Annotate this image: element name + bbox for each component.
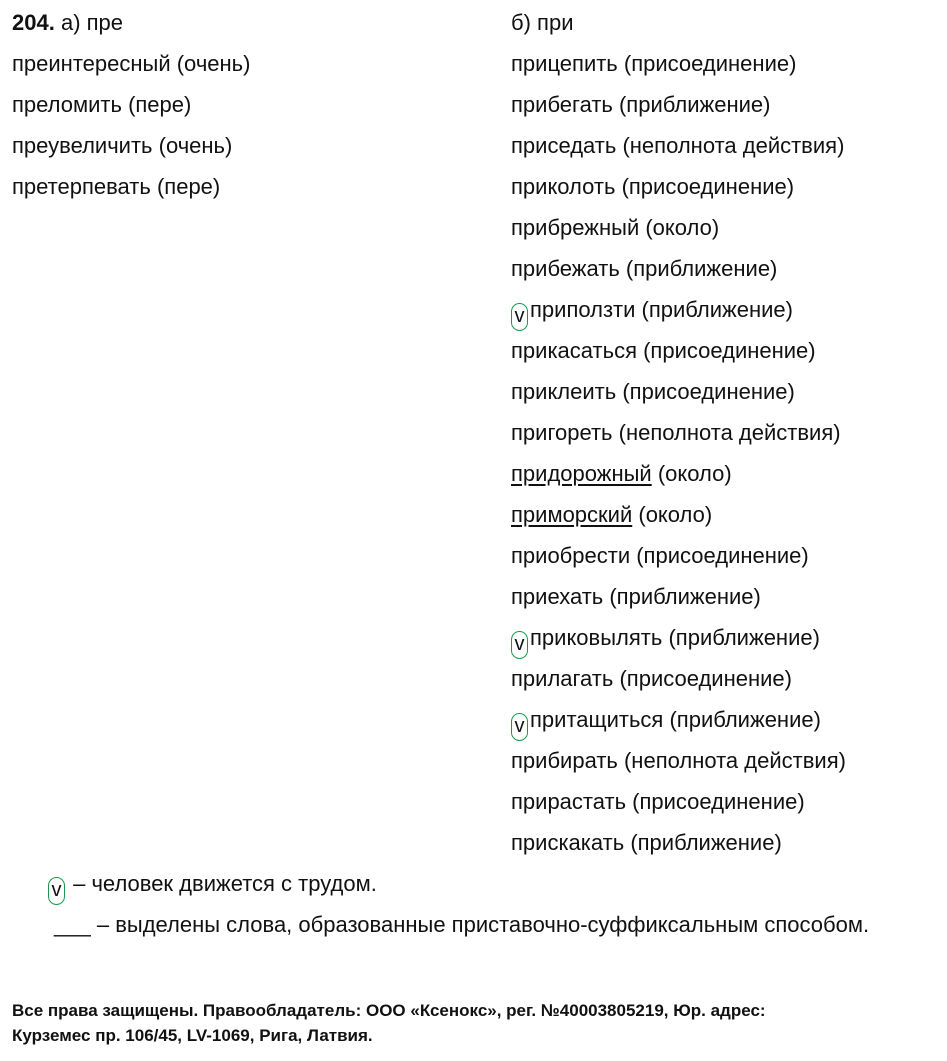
list-item <box>511 656 941 697</box>
list-item <box>511 246 941 287</box>
word-meaning: (очень) <box>158 133 233 158</box>
word: претерпевать <box>12 174 151 199</box>
check-mark-icon: v <box>48 877 65 905</box>
legend-underline <box>54 902 869 943</box>
list-item <box>511 328 941 369</box>
word-meaning: (присоединение) <box>621 174 795 199</box>
list-item <box>511 779 941 820</box>
word: приколоть <box>511 174 616 199</box>
footer-line-1: Все права защищены. Правообладатель: ООО «Ксенокс», рег. №40003805219, Юр. адрес: <box>12 1001 766 1020</box>
word: приседать <box>511 133 617 158</box>
column-a <box>12 0 482 205</box>
word: приползти <box>530 297 636 322</box>
exercise-number: 204. <box>12 10 55 35</box>
word-meaning: (приближение) <box>609 584 761 609</box>
word-meaning: (неполнота действия) <box>622 133 845 158</box>
word-meaning: (неполнота действия) <box>618 420 841 445</box>
column-b-list <box>511 41 941 861</box>
word: преломить <box>12 92 122 117</box>
part-a-title: а) пре <box>60 10 124 35</box>
word-meaning: (около) <box>657 461 732 486</box>
check-mark-icon: v <box>511 713 528 741</box>
word-meaning: (около) <box>638 502 713 527</box>
word-meaning: (присоединение) <box>619 666 792 691</box>
word: прилагать <box>511 666 614 691</box>
list-item <box>511 369 941 410</box>
word: прискакать <box>511 830 625 855</box>
word-meaning: (около) <box>645 215 720 240</box>
word: преувеличить <box>12 133 153 158</box>
part-b-title: б) при <box>511 10 574 35</box>
word-meaning: (приближение) <box>625 256 778 281</box>
list-item <box>12 82 482 123</box>
list-item <box>511 82 941 123</box>
list-item <box>511 410 941 451</box>
word: приехать <box>511 584 604 609</box>
list-item <box>511 164 941 205</box>
list-item <box>511 451 941 492</box>
legend-mark <box>48 861 377 902</box>
word-meaning: (неполнота действия) <box>623 748 846 773</box>
column-b-header <box>511 0 941 41</box>
list-item <box>511 820 941 861</box>
list-item <box>511 697 941 738</box>
word-meaning: (присоединение) <box>632 789 805 814</box>
word: прибегать <box>511 92 613 117</box>
word: притащиться <box>530 707 664 732</box>
word-meaning: (приближение) <box>668 625 820 650</box>
column-a-header <box>12 0 482 41</box>
list-item <box>511 287 941 328</box>
word-meaning: (приближение) <box>618 92 771 117</box>
word: прицепить <box>511 51 618 76</box>
check-mark-icon: v <box>511 303 528 331</box>
list-item <box>511 615 941 656</box>
list-item <box>511 123 941 164</box>
word: прибирать <box>511 748 618 773</box>
copyright-footer <box>12 998 937 1048</box>
word: прикасаться <box>511 338 637 363</box>
column-b <box>511 0 941 861</box>
word: приморский <box>511 502 633 527</box>
list-item <box>511 205 941 246</box>
list-item <box>511 738 941 779</box>
word: приобрести <box>511 543 631 568</box>
word-meaning: (пере) <box>128 92 192 117</box>
word: придорожный <box>511 461 652 486</box>
list-item <box>12 164 482 205</box>
footer-line-2: Курземес пр. 106/45, LV-1069, Рига, Латвия. <box>12 1026 373 1045</box>
word: прибрежный <box>511 215 640 240</box>
word: прирастать <box>511 789 627 814</box>
word: приковылять <box>530 625 663 650</box>
legend-underline-text: – выделены слова, образованные приставочно-суффиксальным способом. <box>96 912 870 937</box>
word-meaning: (пере) <box>156 174 221 199</box>
check-mark-icon: v <box>511 631 528 659</box>
word: приклеить <box>511 379 617 404</box>
word: преинтересный <box>12 51 171 76</box>
legend-mark-text: – человек движется с трудом. <box>73 871 377 896</box>
list-item <box>12 123 482 164</box>
word-meaning: (приближение) <box>669 707 821 732</box>
word-meaning: (присоединение) <box>623 51 797 76</box>
word-meaning: (приближение) <box>641 297 793 322</box>
list-item <box>511 41 941 82</box>
word-meaning: (очень) <box>176 51 251 76</box>
word: пригореть <box>511 420 613 445</box>
list-item <box>511 533 941 574</box>
list-item <box>511 574 941 615</box>
list-item <box>12 41 482 82</box>
word-meaning: (приближение) <box>630 830 782 855</box>
word: прибежать <box>511 256 620 281</box>
column-a-list <box>12 41 482 205</box>
underline-sample: ___ <box>54 912 91 937</box>
word-meaning: (присоединение) <box>636 543 809 568</box>
word-meaning: (присоединение) <box>643 338 816 363</box>
list-item <box>511 492 941 533</box>
word-meaning: (присоединение) <box>622 379 795 404</box>
